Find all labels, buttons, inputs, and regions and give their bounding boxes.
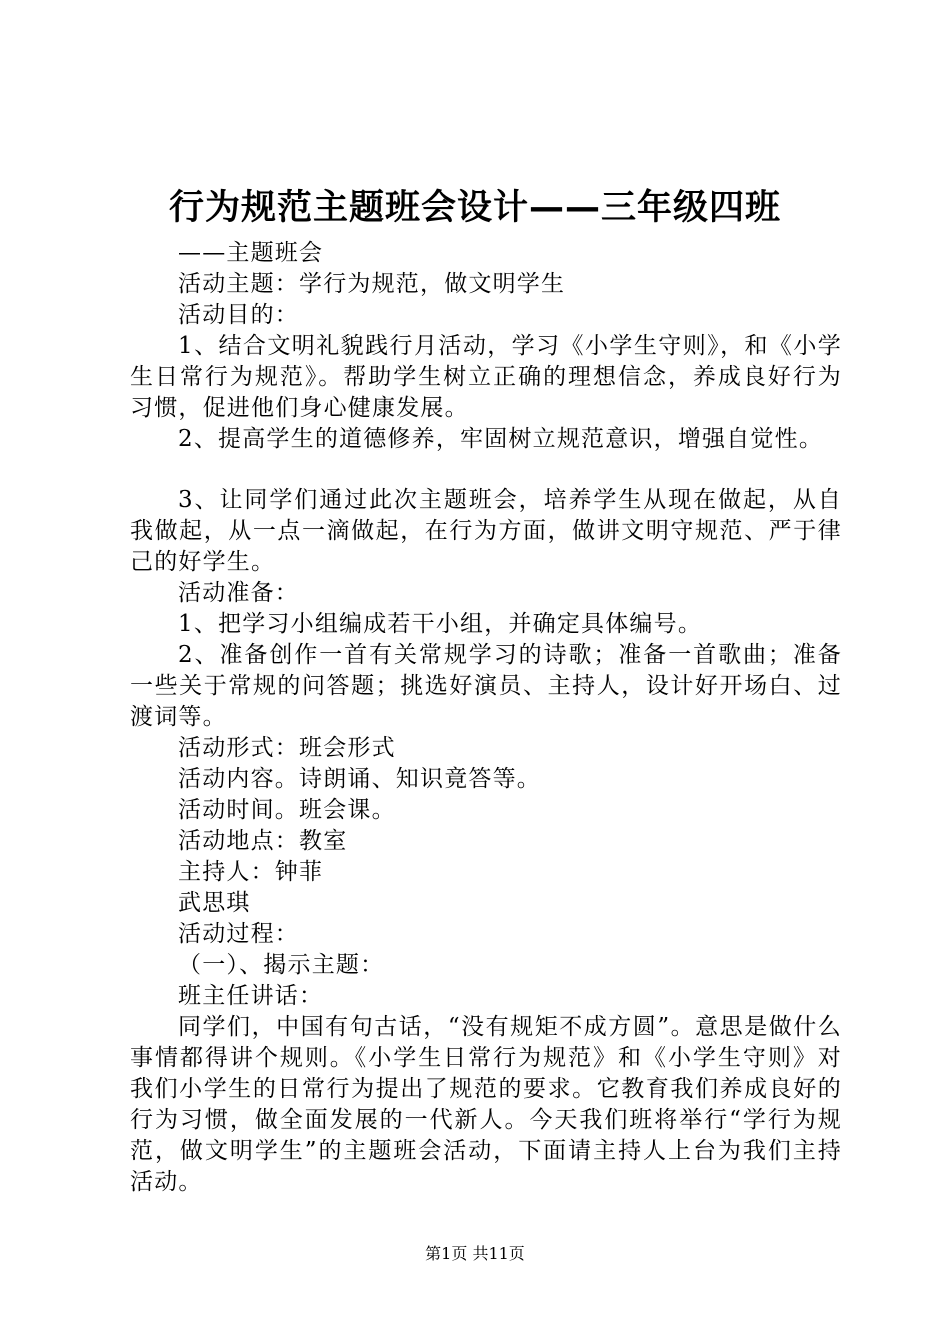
activity-location-paragraph: 活动地点：教室 xyxy=(178,828,348,854)
section-one-heading: （一）、揭示主题： xyxy=(178,952,385,978)
activity-purpose-heading: 活动目的： xyxy=(178,302,299,328)
page-number-footer: 第1页 共11页 xyxy=(425,1244,525,1263)
activity-preparation-heading: 活动准备： xyxy=(178,580,299,606)
activity-theme-paragraph: 活动主题：学行为规范，做文明学生 xyxy=(178,271,566,297)
purpose-item-3: 3、让同学们通过此次主题班会，培养学生从现在做起，从自我做起，从一点一滴做起，在行为方面，做讲文明守规范、严于律己的好学生。 xyxy=(130,487,842,575)
document-body xyxy=(130,238,842,1198)
co-host-paragraph: 武思琪 xyxy=(178,890,251,916)
teacher-speech-heading: 班主任讲话： xyxy=(178,983,324,1009)
subtitle-paragraph: ——主题班会 xyxy=(178,240,324,266)
preparation-item-2: 2、准备创作一首有关常规学习的诗歌；准备一首歌曲；准备一些关于常规的问答题；挑选好演员、主持人，设计好开场白、过渡词等。 xyxy=(130,642,842,730)
teacher-speech-paragraph: 同学们，中国有句古话，“没有规矩不成方圆”。意思是做什么事情都得讲个规则。《小学生日常行为规范》和《小学生守则》对我们小学生的日常行为提出了规范的要求。它教育我们养成良好的行为习惯，做全面发展的一代新人。今天我们班将举行“学行为规范，做文明学生”的主题班会活动，下面请主持人上台为我们主持活动。 xyxy=(130,1014,842,1195)
activity-process-heading: 活动过程： xyxy=(178,921,299,947)
activity-content-paragraph: 活动内容。诗朗诵、知识竟答等。 xyxy=(178,766,541,792)
preparation-item-1: 1、把学习小组编成若干小组，并确定具体编号。 xyxy=(178,611,703,637)
purpose-item-1: 1、结合文明礼貌践行月活动，学习《小学生守则》，和《小学生日常行为规范》。帮助学生树立正确的理想信念，养成良好行为习惯，促进他们身心健康发展。 xyxy=(130,333,842,421)
host-paragraph: 主持人：钟菲 xyxy=(178,859,324,885)
activity-time-paragraph: 活动时间。班会课。 xyxy=(178,797,396,823)
purpose-item-2: 2、提高学生的道德修养，牢固树立规范意识，增强自觉性。 xyxy=(178,426,824,452)
activity-form-paragraph: 活动形式：班会形式 xyxy=(178,735,396,761)
document-title: 行为规范主题班会设计——三年级四班 xyxy=(168,188,781,228)
